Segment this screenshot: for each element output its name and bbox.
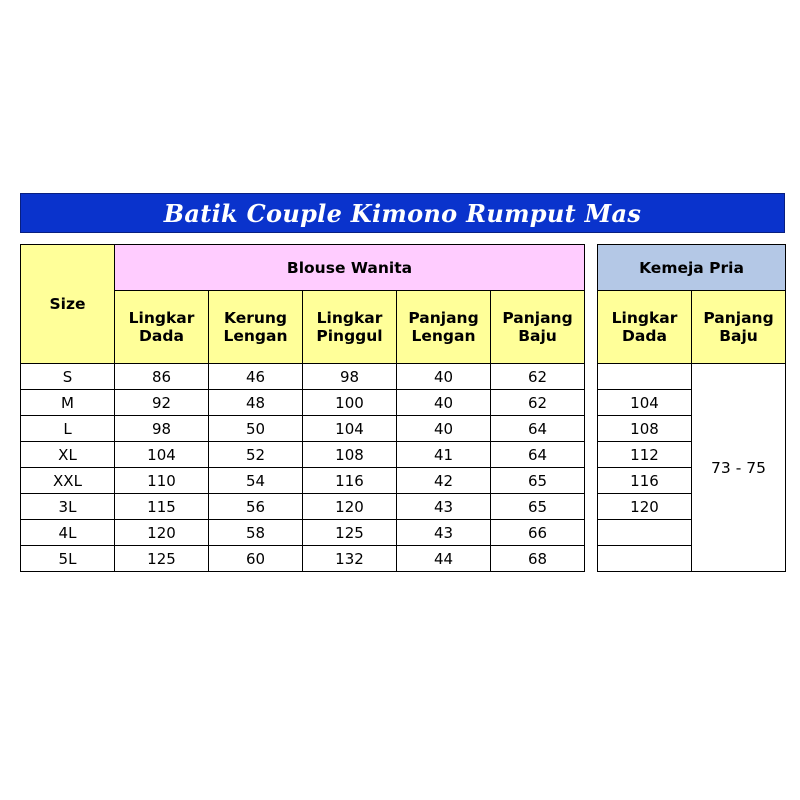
table-cell: 65 bbox=[491, 494, 585, 520]
shirt-size-table bbox=[597, 244, 786, 572]
table-cell: 60 bbox=[209, 546, 303, 572]
table-cell: 125 bbox=[115, 546, 209, 572]
size-cell: S bbox=[21, 364, 115, 390]
table-cell: 46 bbox=[209, 364, 303, 390]
table-cell: 98 bbox=[303, 364, 397, 390]
table-cell: 116 bbox=[303, 468, 397, 494]
table-cell: 66 bbox=[491, 520, 585, 546]
shirt-group-header: Kemeja Pria bbox=[598, 245, 786, 291]
table-cell: 104 bbox=[303, 416, 397, 442]
page-title: Batik Couple Kimono Rumput Mas bbox=[163, 198, 642, 228]
table-cell: 120 bbox=[115, 520, 209, 546]
table-cell: 132 bbox=[303, 546, 397, 572]
table-cell: 44 bbox=[397, 546, 491, 572]
table-cell: 54 bbox=[209, 468, 303, 494]
table-row bbox=[21, 494, 585, 520]
col-header-kerung-lengan: Kerung Lengan bbox=[209, 291, 303, 364]
table-cell: 104 bbox=[598, 390, 692, 416]
table-cell: 62 bbox=[491, 364, 585, 390]
table-cell: 42 bbox=[397, 468, 491, 494]
table-cell: 98 bbox=[115, 416, 209, 442]
table-cell: 50 bbox=[209, 416, 303, 442]
table-cell: 115 bbox=[115, 494, 209, 520]
table-cell: 116 bbox=[598, 468, 692, 494]
table-row bbox=[21, 520, 585, 546]
table-cell: 65 bbox=[491, 468, 585, 494]
table-cell: 62 bbox=[491, 390, 585, 416]
col-header-lingkar-pinggul: Lingkar Pinggul bbox=[303, 291, 397, 364]
size-header: Size bbox=[21, 245, 115, 364]
size-cell: 3L bbox=[21, 494, 115, 520]
col-header-panjang-lengan: Panjang Lengan bbox=[397, 291, 491, 364]
panjang-baju-merged-cell: 73 - 75 bbox=[692, 364, 786, 572]
table-cell: 58 bbox=[209, 520, 303, 546]
table-cell: 104 bbox=[115, 442, 209, 468]
table-cell: 64 bbox=[491, 442, 585, 468]
table-cell: 43 bbox=[397, 494, 491, 520]
table-cell: 41 bbox=[397, 442, 491, 468]
table-cell: 120 bbox=[303, 494, 397, 520]
col-header-lingkar-dada: Lingkar Dada bbox=[598, 291, 692, 364]
table-cell: 92 bbox=[115, 390, 209, 416]
table-cell: 40 bbox=[397, 416, 491, 442]
col-header-lingkar-dada: Lingkar Dada bbox=[115, 291, 209, 364]
table-cell: 52 bbox=[209, 442, 303, 468]
table-cell: 40 bbox=[397, 364, 491, 390]
table-cell: 120 bbox=[598, 494, 692, 520]
size-cell: L bbox=[21, 416, 115, 442]
col-header-panjang-baju: Panjang Baju bbox=[491, 291, 585, 364]
table-cell bbox=[598, 546, 692, 572]
col-header-panjang-baju: Panjang Baju bbox=[692, 291, 786, 364]
table-cell: 68 bbox=[491, 546, 585, 572]
table-cell: 48 bbox=[209, 390, 303, 416]
table-row bbox=[21, 546, 585, 572]
size-cell: 4L bbox=[21, 520, 115, 546]
table-row bbox=[598, 364, 786, 390]
table-cell: 108 bbox=[303, 442, 397, 468]
blouse-group-header: Blouse Wanita bbox=[115, 245, 585, 291]
size-cell: XL bbox=[21, 442, 115, 468]
table-cell: 112 bbox=[598, 442, 692, 468]
table-cell: 108 bbox=[598, 416, 692, 442]
table-cell: 40 bbox=[397, 390, 491, 416]
table-cell bbox=[598, 364, 692, 390]
blouse-size-table bbox=[20, 244, 585, 572]
table-row bbox=[21, 364, 585, 390]
table-cell: 125 bbox=[303, 520, 397, 546]
table-cell: 100 bbox=[303, 390, 397, 416]
table-row bbox=[21, 416, 585, 442]
size-cell: M bbox=[21, 390, 115, 416]
title-banner bbox=[20, 193, 785, 233]
table-cell: 43 bbox=[397, 520, 491, 546]
table-row bbox=[21, 468, 585, 494]
table-row bbox=[21, 442, 585, 468]
table-cell: 64 bbox=[491, 416, 585, 442]
table-cell: 110 bbox=[115, 468, 209, 494]
table-cell: 56 bbox=[209, 494, 303, 520]
size-cell: XXL bbox=[21, 468, 115, 494]
table-cell bbox=[598, 520, 692, 546]
table-row bbox=[21, 390, 585, 416]
table-cell: 86 bbox=[115, 364, 209, 390]
size-cell: 5L bbox=[21, 546, 115, 572]
